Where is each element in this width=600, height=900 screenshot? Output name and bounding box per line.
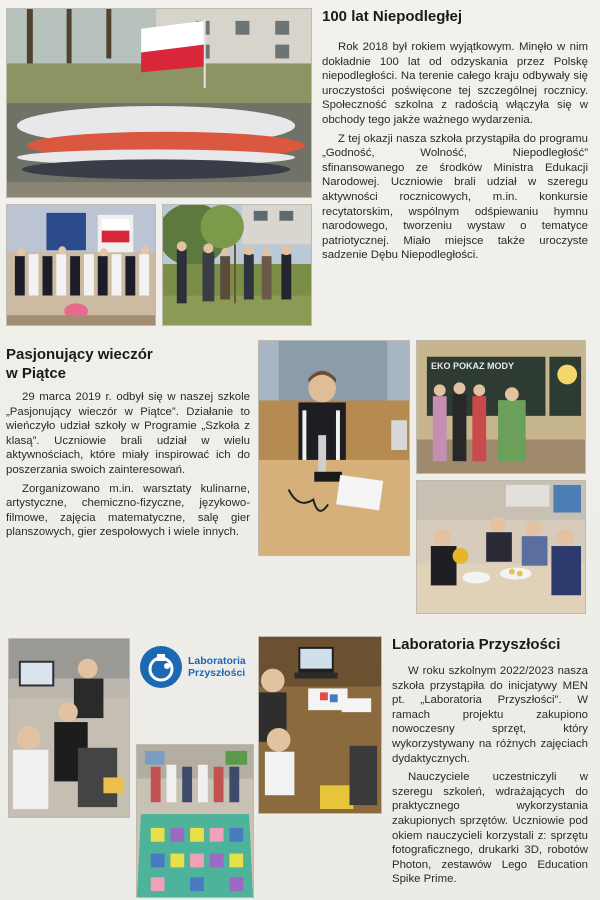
- eco-fashion-board-text: EKO POKAZ MODY: [431, 361, 515, 371]
- section3-title: Laboratoria Przyszłości: [392, 636, 561, 653]
- section1-paragraph-1: Rok 2018 był rokiem wyjątkowym. Minęło w nim dokładnie 100 lat od odzyskania przez Polskę niepodległości. Na terenie całego kraju odbywały się uroczystości poświęcone tej szczególnej rocznicy. Społeczność szkolna z radością włączyła się w obchody tego jakże ważnego wydarzenia.: [322, 41, 588, 126]
- lab-logo-line2: Przyszłości: [188, 667, 246, 679]
- lab-logo-icon-svg: [140, 646, 182, 688]
- section3-text: [392, 664, 588, 891]
- photo-cooking-class-image: [417, 481, 585, 613]
- photo-robot-mat-image: [137, 745, 253, 897]
- section1-text: [322, 40, 588, 267]
- photo-lego-laptop-image: [259, 637, 381, 813]
- section1-title: 100 lat Niepodległej: [322, 8, 463, 25]
- section2-title: [6, 345, 153, 383]
- photo-tree-planting: [162, 204, 312, 326]
- photo-eco-fashion: [416, 340, 586, 474]
- photo-tree-planting-image: [163, 205, 311, 325]
- photo-microscope-image: [259, 341, 409, 555]
- photo-laptop-kids: [8, 638, 130, 818]
- photo-microscope: [258, 340, 410, 556]
- section2-paragraph-2: Zorganizowano m.in. warsztaty kulinarne, artystyczne, chemiczno-fizyczne, językowo-filmowe, zajęcia matematyczne, salę gier planszowych, gier zespołowych i wiele innych.: [6, 482, 250, 539]
- lab-logo-text: [188, 655, 246, 679]
- section2-paragraph-1: 29 marca 2019 r. odbył się w naszej szkole „Pasjonujący wieczór w Piątce”. Działanie to wieńczyło udział szkoły w Programie „Szkoła z klasą”. Uczniowie brali udział w wielu aktywnościach, które miały inspirować ich do poszerzania swoich zainteresowań.: [6, 391, 250, 476]
- photo-flag-group: [6, 8, 312, 198]
- section2-title-line2: w Piątce: [6, 365, 67, 382]
- lab-logo-icon: [140, 646, 182, 688]
- lab-logo-line1: Laboratoria: [188, 655, 246, 667]
- section3-paragraph-1: W roku szkolnym 2022/2023 nasza szkoła przystąpiła do inicjatywy MEN pt. „Laboratoria Przyszłości”. W ramach projektu zakupiono nowoczesny sprzęt, który wykorzystywany na różnych zajęciach dydaktycznych.: [392, 665, 588, 765]
- photo-cooking-class: [416, 480, 586, 614]
- section2-title-line1: Pasjonujący wieczór: [6, 346, 153, 363]
- photo-performance: [6, 204, 156, 326]
- photo-robot-mat: [136, 744, 254, 898]
- section2-text: [6, 390, 250, 544]
- section1-paragraph-2: Z tej okazji nasza szkoła przystąpiła do programu „Godność, Wolność, Niepodległość” sfinansowanego ze środków Ministra Edukacji Narodowej. Uczniowie brali udział w szeregu aktywności rocznicowych, m.in. konkursie recytatorskim, wspólnym odśpiewaniu hymnu narodowego, tworzeniu wystaw o tematyce patriotycznej. Miało miejsce także uroczyste sadzenie Dębu Niepodległości.: [322, 132, 588, 262]
- photo-lego-laptop: [258, 636, 382, 814]
- section3-paragraph-2: Nauczyciele uczestniczyli w szeregu szkoleń, wdrażających do praktycznego wykorzystania zakupionych sprzętów. Uczniowie pod okiem nauczycieli korzystali z: sprzętu fotograficznego, drukarki 3D, robotów Photon, zestawów Lego Education Spike Prime.: [392, 771, 588, 886]
- photo-performance-image: [7, 205, 155, 325]
- photo-laptop-kids-image: [9, 639, 129, 817]
- photo-flag-group-image: [7, 9, 311, 197]
- lab-logo: [140, 643, 258, 691]
